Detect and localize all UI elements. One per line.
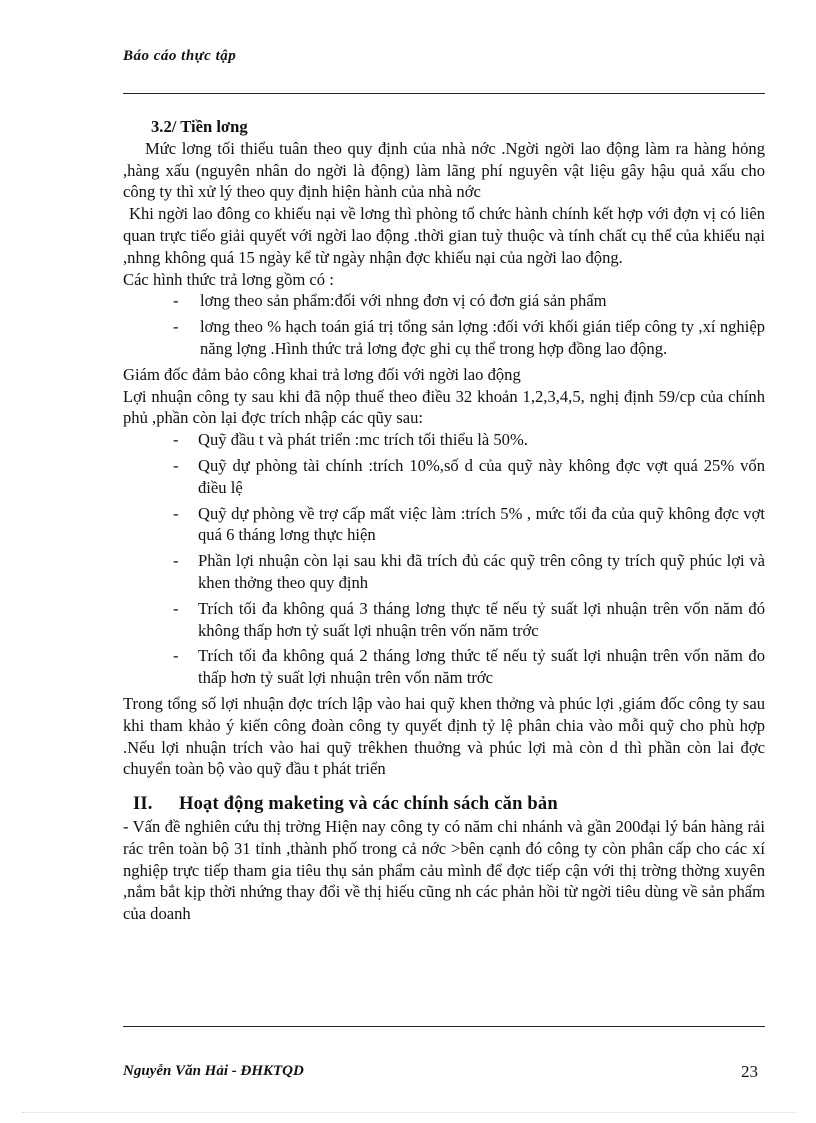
paragraph: Giám đốc đảm bảo công khai trả lơng đối với ngời lao động [123,364,521,384]
paragraph: Trong tổng số lợi nhuận đợc trích lập vào hai quỹ khen thởng và phúc lợi ,giám đốc công ty sau khi tham khảo ý kiến công đoàn công ty quyết định tỷ lệ phân chia vào mỗi quỹ cho phù hợp .Nếu lợi nhuận trích vào hai quỹ trêkhen thuởng và phúc lợi mà còn d thì phần còn lai đợc chuyển toàn bộ vào quỹ đầu t phát triển [123,693,765,779]
list-item: - Quỹ đầu t và phát triển :mc trích tối thiểu là 50%. [173,430,528,450]
section-heading-3-2: 3.2/ Tiền lơng [151,117,248,136]
paragraph: Lợi nhuận công ty sau khi đã nộp thuế theo điều 32 khoản 1,2,3,4,5, nghị định 59/cp của chính phủ ,phần còn lại đợc trích nhập các qũy sau: [123,386,765,428]
bullet-dash-icon: - [173,646,179,666]
list-item: - Trích tối đa không quá 2 tháng lơng thức tế nếu tỷ suất lợi nhuận trên vốn năm đo thấp hơn tỷ suất lợi nhuận trên vốn năm trớc [173,646,765,688]
list-item: - lơng theo sản phẩm:đối với nhng đơn vị có đơn giá sản phẩm [173,291,607,311]
list-item: - lơng theo % hạch toán giá trị tổng sản lợng :đối với khối gián tiếp công ty ,xí nghiệp năng lợng .Hình thức trả lơng đợc ghi cụ thể trong hợp đồng lao động. [173,317,765,358]
section-heading-II: II. Hoạt động maketing và các chính sách căn bản [133,794,558,815]
footer-divider [123,1026,765,1027]
bullet-dash-icon: - [173,551,179,571]
bullet-dash-icon: - [173,430,179,450]
list-item: - Phần lợi nhuận còn lại sau khi đã trích đủ các quỹ trên công ty trích quỹ phúc lợi và khen thởng theo quy định [173,551,765,592]
page-number: 23 [741,1062,758,1081]
page-header: Báo cáo thực tập [123,48,237,64]
pay-forms-list [123,290,765,359]
paragraph: Khi ngời lao đông co khiếu nại về lơng thì phòng tổ chức hành chính kết hợp với đợn vị có liên quan trực tiếo giải quyết với ngời lao động .thời gian tuỳ thuộc và tính chất cụ thể của khiếu nại ,nhng không quá 15 ngày kể từ ngày nhận đợc khiếu nại của ngời lao động. [123,204,765,267]
bullet-dash-icon: - [173,317,179,337]
bullet-dash-icon: - [173,291,179,311]
bullet-dash-icon: - [173,598,179,618]
funds-list [123,429,765,689]
bullet-dash-icon: - [173,455,179,475]
document-body [123,116,765,925]
list-item: - Quỹ dự phòng tài chính :trích 10%,số d của quỹ này không đợc vợt quá 25% vốn điều lệ [173,455,765,497]
page-edge-dotted-line [22,1112,796,1113]
list-item: - Quỹ dự phòng về trợ cấp mất việc làm :trích 5% , mức tối đa của quỹ không đợc vợt quá 6 tháng lơng thực hiện [173,503,765,545]
paragraph: Các hình thức trả lơng gồm có : [123,269,334,289]
paragraph: Mức lơng tối thiểu tuân theo quy định của nhà nớc .Ngời ngời lao động làm ra hàng hỏng ,hàng xấu (nguyên nhân do ngời là động) làm lãng phí nguyên vật liệu gây hậu quả xấu cho công ty thì xử lý theo quy định hiện hành của nhà nớc [123,138,765,202]
paragraph: - Vấn đề nghiên cứu thị trờng Hiện nay công ty có năm chi nhánh và gần 200đại lý bán hàng rải rác trên toàn bộ 31 tỉnh ,thành phố trong cả nớc >bên cạnh đó công ty còn phân cấp cho các xí nghiệp trực tiếp tham gia tiêu thụ sản phẩm cảu mình để đợc tiếp cận với thị trờng thờng xuyên ,nắm bắt kịp thời nhứng thay đổi về thị hiếu cũng nh các phản hồi từ ngời tiêu dùng về sản phẩm của doanh [123,816,766,924]
bullet-dash-icon: - [173,503,179,523]
footer-author: Nguyễn Văn Hải - ĐHKTQD [123,1063,304,1079]
header-divider [123,93,765,94]
list-item: - Trích tối đa không quá 3 tháng lơng thực tế nếu tỷ suất lợi nhuận trên vốn năm đó không thấp hơn tỷ suất lợi nhuận trên vốn năm trớc [173,598,765,640]
